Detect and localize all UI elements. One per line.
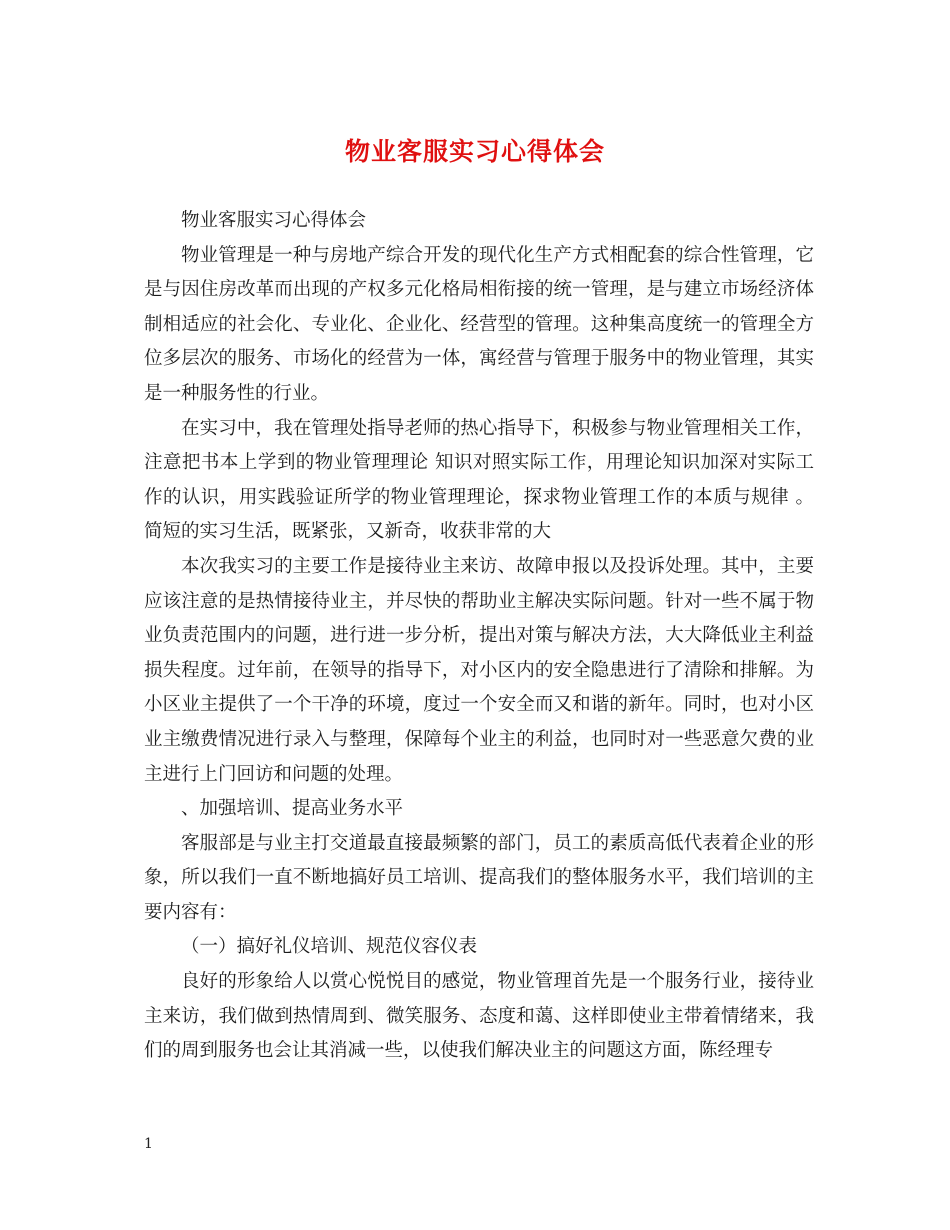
paragraph: 本次我实习的主要工作是接待业主来访、故障申报以及投诉处理。其中，主要应该注意的是热情接待业主，并尽快的帮助业主解决实际问题。针对一些不属于物业负责范围内的问题，进行进一步分析，提出对策与解决方法，大大降低业主利益损失程度。过年前，在领导的指导下，对小区内的安全隐患进行了清除和排解。为小区业主提供了一个干净的环境，度过一个安全而又和谐的新年。同时，也对小区业主缴费情况进行录入与整理，保障每个业主的利益，也同时对一些恶意欠费的业主进行上门回访和问题的处理。 [144, 555, 814, 785]
paragraph-subtitle: 物业客服实习心得体会 [181, 210, 367, 231]
document-title: 物业客服实习心得体会 [344, 137, 605, 166]
paragraph: 良好的形象给人以赏心悦悦目的感觉，物业管理首先是一个服务行业，接待业主来访，我们做到热情周到、微笑服务、态度和蔼、这样即使业主带着情绪来，我们的周到服务也会让其消减一些，以使我们解决业主的问题这方面，陈经理专 [144, 971, 814, 1062]
document-body [144, 204, 814, 1069]
paragraph: 物业管理是一种与房地产综合开发的现代化生产方式相配套的综合性管理，它是与因住房改革而出现的产权多元化格局相衔接的统一管理，是与建立市场经济体制相适应的社会化、专业化、企业化、经营型的管理。这种集高度统一的管理全方位多层次的服务、市场化的经营为一体，寓经营与管理于服务中的物业管理，其实是一种服务性的行业。 [144, 244, 814, 404]
section-heading: 、加强培训、提高业务水平 [181, 798, 404, 820]
page-number: 1 [144, 1136, 153, 1152]
paragraph: 客服部是与业主打交道最直接最频繁的部门，员工的素质高低代表着企业的形象，所以我们一直不断地搞好员工培训、提高我们的整体服务水平，我们培训的主要内容有： [144, 832, 814, 923]
paragraph: 在实习中，我在管理处指导老师的热心指导下，积极参与物业管理相关工作，注意把书本上学到的物业管理理论 知识对照实际工作，用理论知识加深对实际工作的认识，用实践验证所学的物业管理理论，探求物业管理工作的本质与规律 。简短的实习生活，既紧张，又新奇，收获非常的大 [144, 417, 814, 543]
subsection-heading: （一）搞好礼仪培训、规范仪容仪表 [181, 936, 478, 958]
